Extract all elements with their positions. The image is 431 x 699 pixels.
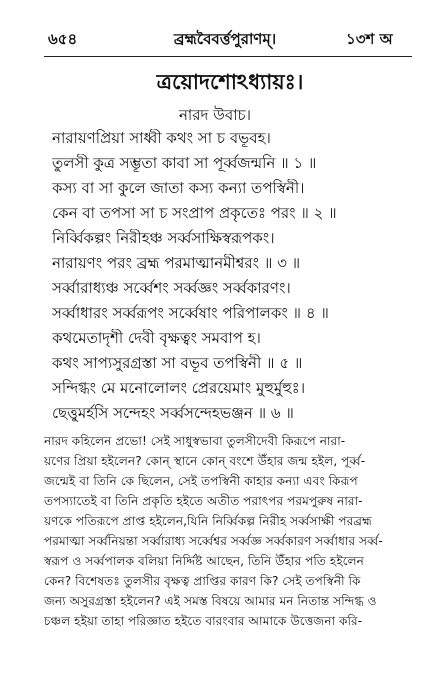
prose-line: য়ণের প্রিয়া হইলেন? কোন্‌ স্থানে কোন্‌ বংশে উঁহার জন্ম হইল, পূর্ব্ব- xyxy=(44,454,366,468)
translation-paragraph xyxy=(44,431,422,631)
chapter-title: ত্রয়োদশোঽধ্যায়ঃ। xyxy=(156,70,304,94)
verse-line: সর্ব্বাধারং সর্ব্বরূপং সর্ব্বেষাং পরিপালকং ॥ ৪ ॥ xyxy=(52,304,329,322)
verse-line: নির্ব্বিকল্পং নিরীহঞ্চ সর্ব্বসাক্ষিস্বরূপকং। xyxy=(52,229,275,247)
verse-line: কস্য বা সা কুলে জাতা কস্য কন্যা তপস্বিনী। xyxy=(52,179,305,197)
header-rule xyxy=(44,56,412,57)
prose-line: য়ণকে পতিরূপে প্রাপ্ত হইলেন,যিনি নির্ব্বিকল্প নিরীহ সর্ব্বসাক্ষী পরব্রহ্ম xyxy=(44,514,372,528)
verse-line: নারায়ণপ্রিয়া সাধ্বী কথং সা চ বভূবহ। xyxy=(52,129,271,147)
prose-line: জন্মেই বা তিনি কে ছিলেন, সেই তপস্বিনী কাহার কন্যা এবং কিরূপ xyxy=(44,474,358,488)
book-title: ব্রহ্মবৈবর্ত্তপুরাণম্‌। xyxy=(173,30,277,48)
verse-line: তুলসী কুত্র সম্ভূতা কাবা সা পূর্ব্বজন্মনি ॥ ১ ॥ xyxy=(52,154,317,172)
verse-line: সন্দিগ্ধং মে মনোলোলং প্রেরয়েমাং মুহুর্মুহুঃ। xyxy=(52,379,306,397)
verse-line: ছেত্তুমর্হসি সন্দেহং সর্ব্বসন্দেহভঞ্জন ॥ ৬ ॥ xyxy=(52,404,294,422)
prose-line: পরমাত্মা সর্ব্বনিয়ন্তা সর্ব্বারাধ্য সর্ব্বেশ্বর সর্ব্বজ্ঞ সর্ব্বকারণ সর্ব্বাধার সর্ব্ব- xyxy=(44,534,383,548)
page-number: ৬৫৪ xyxy=(48,30,78,48)
prose-line: স্বরূপ ও সর্ব্বপালক বলিয়া নির্দ্দিষ্ট আছেন, তিনি উঁহার পতি হইলেন xyxy=(44,554,364,568)
chapter-marker: ১৩শ অ xyxy=(346,30,393,48)
verse-line: কথমেতাদৃশী দেবী বৃক্ষত্বং সমবাপ হ। xyxy=(52,329,261,347)
speaker-line: নারদ উবাচ। xyxy=(178,106,252,124)
prose-line: তপস্যাতেই বা তিনি প্রকৃতি হইতে অতীত পরাৎপর পরমপুরুষ নারা- xyxy=(44,494,363,508)
verse-line: নারায়ণং পরং ব্রহ্ম পরমাত্মানমীশ্বরং ॥ ৩ ॥ xyxy=(52,254,301,272)
verse-line: কথং সাপ্যসুরগ্রস্তা সা বভূব তপস্বিনী ॥ ৫ ॥ xyxy=(52,354,303,372)
verse-line: সর্ব্বারাধ্যঞ্চ সর্ব্বেশং সর্ব্বজ্ঞং সর্ব্বকারণং। xyxy=(52,279,291,297)
prose-line: জন্য অসুরগ্রস্তা হইলেন? এই সমস্ত বিষয়ে আমার মন নিতান্ত সন্দিগ্ধ ও xyxy=(44,594,377,608)
prose-line: নারদ কহিলেন প্রভো! সেই সাধুস্বভাবা তুলসীদেবী কিরূপে নারা- xyxy=(44,434,346,448)
verse-line: কেন বা তপসা সা চ সংপ্রাপ প্রকৃতেঃ পরং ॥ ২ ॥ xyxy=(52,204,337,222)
prose-line: কেন? বিশেষতঃ তুলসীর বৃক্ষত্ব প্রাপ্তির কারণ কি? সেই তপস্বিনী কি xyxy=(44,574,361,588)
prose-line: চঞ্চল হইয়া তাহা পরিজ্ঞাত হইতে বারংবার আমাকে উত্তেজনা করি- xyxy=(44,614,363,628)
